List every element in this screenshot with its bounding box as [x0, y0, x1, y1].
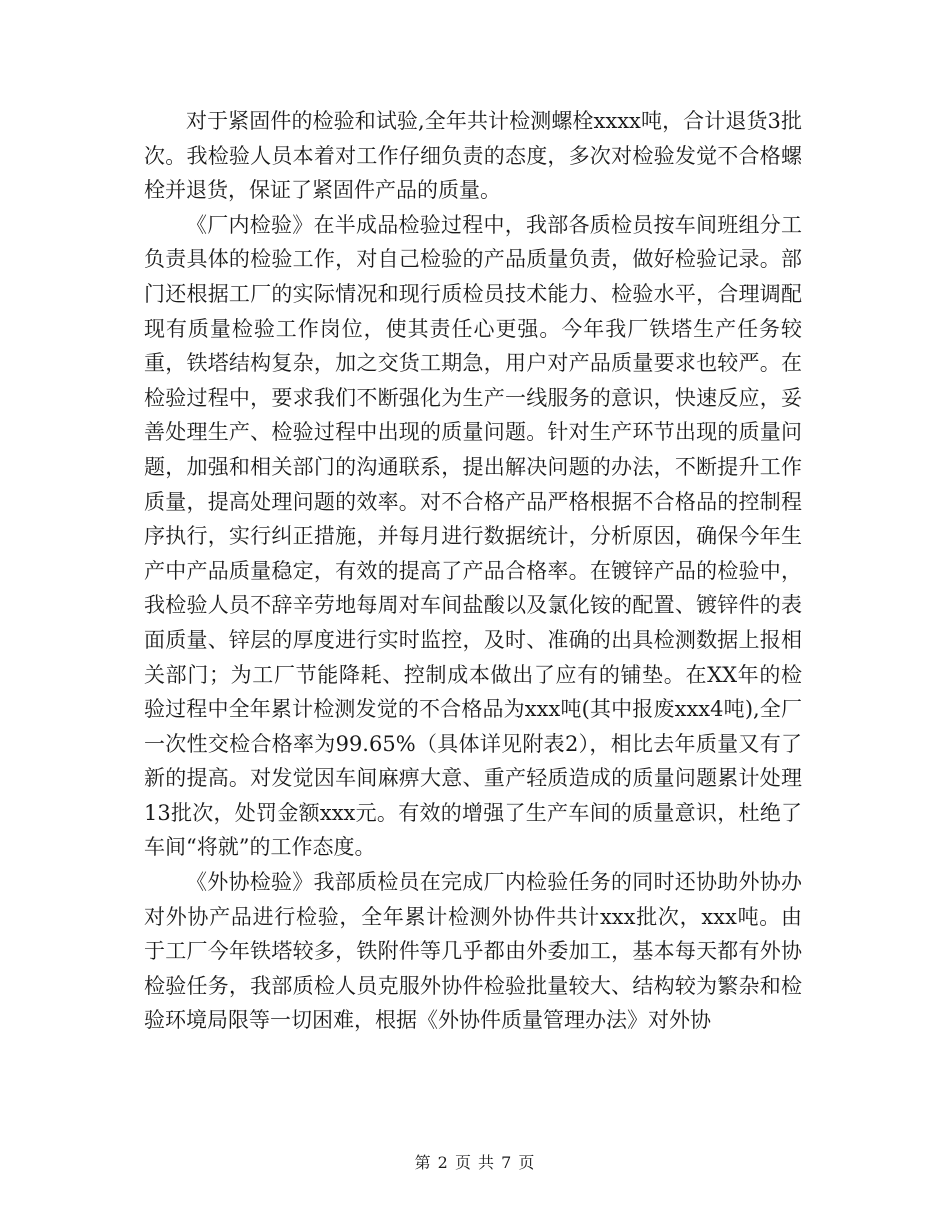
paragraph-in-plant-inspection: 《厂内检验》在半成品检验过程中，我部各质检员按车间班组分工负责具体的检验工作，对自己检验的产品质量负责，做好检验记录。部门还根据工厂的实际情况和现行质检员技术能力、检验水平，合理调配现有质量检验工作岗位，使其责任心更强。今年我厂铁塔生产任务较重，铁塔结构复杂，加之交货工期急，用户对产品质量要求也较严。在检验过程中，要求我们不断强化为生产一线服务的意识，快速反应，妥善处理生产、检验过程中出现的质量问题。针对生产环节出现的质量问题，加强和相关部门的沟通联系，提出解决问题的办法，不断提升工作质量，提高处理问题的效率。对不合格产品严格根据不合格品的控制程序执行，实行纠正措施，并每月进行数据统计，分析原因，确保今年生产中产品质量稳定，有效的提高了产品合格率。在镀锌产品的检验中，我检验人员不辞辛劳地每周对车间盐酸以及氯化铵的配置、镀锌件的表面质量、锌层的厚度进行实时监控，及时、准确的出具检测数据上报相关部门；为工厂节能降耗、控制成本做出了应有的铺垫。在XX年的检验过程中全年累计检测发觉的不合格品为xxx吨(其中报废xxx4吨),全厂一次性交检合格率为99.65%（具体详见附表2），相比去年质量又有了新的提高。对发觉因车间麻痹大意、重产轻质造成的质量问题累计处理13批次，处罚金额xxx元。有效的增强了生产车间的质量意识，杜绝了车间“将就”的工作态度。 [144, 212, 802, 860]
page-footer [0, 1150, 950, 1173]
paragraph-fastener-inspection: 对于紧固件的检验和试验,全年共计检测螺栓xxxx吨，合计退货3批次。我检验人员本着对工作仔细负责的态度，多次对检验发觉不合格螺栓并退货，保证了紧固件产品的质量。 [144, 109, 802, 203]
document-body [144, 104, 802, 1038]
page-number-label: 第 2 页 共 7 页 [414, 1153, 536, 1172]
paragraph-outsourcing-inspection: 《外协检验》我部质检员在完成厂内检验任务的同时还协助外协办对外协产品进行检验，全年累计检测外协件共计xxx批次，xxx吨。由于工厂今年铁塔较多，铁附件等几乎都由外委加工，基本每天都有外协检验任务，我部质检人员克服外协件检验批量较大、结构较为繁杂和检验环境局限等一切困难，根据《外协件质量管理办法》对外协 [144, 870, 802, 1033]
